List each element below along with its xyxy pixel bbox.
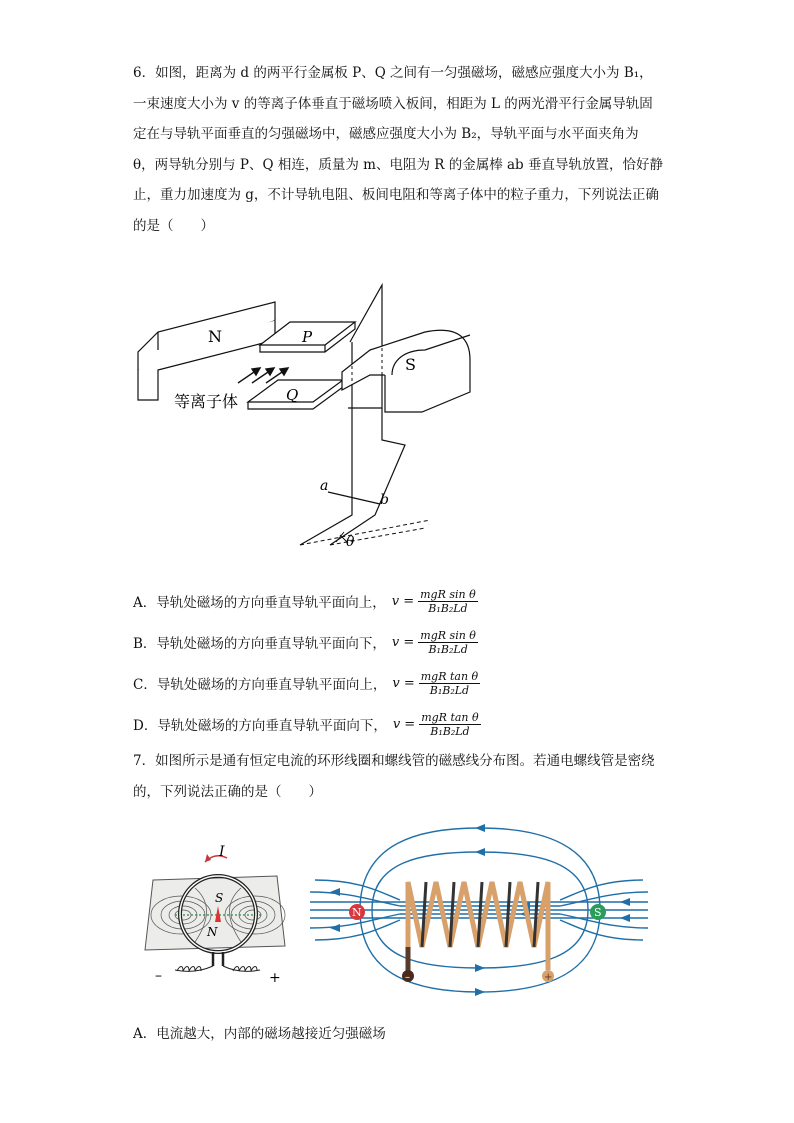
label-N: N bbox=[208, 327, 222, 346]
q6-option-c[interactable] bbox=[133, 666, 480, 700]
ring-label-plus: + bbox=[269, 970, 281, 986]
q6-option-b-numerator: mgR sin θ bbox=[420, 628, 476, 642]
q6-option-b-lhs: v = bbox=[391, 634, 415, 650]
q6-option-a-fraction bbox=[418, 588, 478, 615]
q6-option-b-text: B．导轨处磁场的方向垂直导轨平面向下， bbox=[133, 636, 386, 652]
q6-option-a-text: A．导轨处磁场的方向垂直导轨平面向上， bbox=[133, 595, 386, 611]
ring-label-S: S bbox=[215, 891, 224, 905]
label-theta: θ bbox=[346, 534, 355, 550]
label-b: b bbox=[380, 492, 389, 508]
q6-option-c-denominator: B₁B₂Ld bbox=[429, 683, 470, 697]
label-plasma: 等离子体 bbox=[174, 392, 239, 411]
q6-option-a-lhs: v = bbox=[391, 593, 415, 609]
question-7-stem: 7．如图所示是通有恒定电流的环形线圈和螺线管的磁感线分布图。若通电螺线管是密绕的，下列说法正确的是（ ） bbox=[133, 753, 655, 800]
q6-option-c-fraction bbox=[419, 670, 480, 697]
ring-label-minus: – bbox=[155, 968, 162, 984]
question-6-stem: 6．如图，距离为 d 的两平行金属板 P、Q 之间有一匀强磁场，磁感应强度大小为 B₁，一束速度大小为 v 的等离子体垂直于磁场喷入板间，相距为 L 的两光滑平行金属导轨固定在与导轨平面垂直的匀强磁场中，磁感应强度大小为 B₂，导轨平面与水平面夹角为 θ，两导轨分别与 P、Q 相连，质量为 m、电阻为 R 的金属棒 ab 垂直导轨放置，恰好静止，重力加速度为 g，不计导轨电阻、板间电阻和等离子体中的粒子重力，下列说法正确的是（ ） bbox=[133, 65, 663, 234]
solenoid-label-plus: + bbox=[544, 972, 553, 983]
q6-option-d-lhs: v = bbox=[392, 716, 416, 732]
ring-label-N: N bbox=[207, 925, 218, 939]
q7-option-a-text: A．电流越大，内部的磁场越接近匀强磁场 bbox=[133, 1026, 386, 1042]
q6-option-d-denominator: B₁B₂Ld bbox=[430, 724, 470, 738]
label-S: S bbox=[405, 355, 416, 374]
q7-solenoid-figure bbox=[310, 822, 648, 998]
q6-figure bbox=[130, 280, 480, 555]
q6-option-c-numerator: mgR tan θ bbox=[420, 669, 479, 683]
q7-ring-coil-figure bbox=[135, 838, 295, 988]
q6-option-d-numerator: mgR tan θ bbox=[421, 710, 479, 724]
ring-label-I: I bbox=[219, 844, 225, 860]
q6-option-a-numerator: mgR sin θ bbox=[420, 587, 476, 601]
label-Q: Q bbox=[286, 386, 299, 404]
q6-option-b[interactable] bbox=[133, 625, 478, 659]
solenoid-label-S: S bbox=[594, 906, 602, 919]
q6-option-d-fraction bbox=[419, 711, 480, 738]
q7-option-a[interactable] bbox=[133, 1015, 386, 1049]
q6-option-a[interactable] bbox=[133, 584, 478, 618]
q6-option-d[interactable] bbox=[133, 707, 481, 741]
label-a: a bbox=[320, 478, 329, 494]
label-P: P bbox=[302, 328, 313, 346]
solenoid-label-minus: – bbox=[405, 972, 410, 983]
q6-option-d-text: D．导轨处磁场的方向垂直导轨平面向下， bbox=[133, 718, 387, 734]
q6-option-c-lhs: v = bbox=[392, 675, 415, 691]
q6-option-b-fraction bbox=[418, 629, 478, 656]
q6-option-b-denominator: B₁B₂Ld bbox=[428, 642, 468, 656]
solenoid-label-N: N bbox=[352, 906, 362, 919]
q6-option-c-text: C．导轨处磁场的方向垂直导轨平面向上， bbox=[133, 677, 387, 693]
q6-option-a-denominator: B₁B₂Ld bbox=[428, 601, 468, 615]
